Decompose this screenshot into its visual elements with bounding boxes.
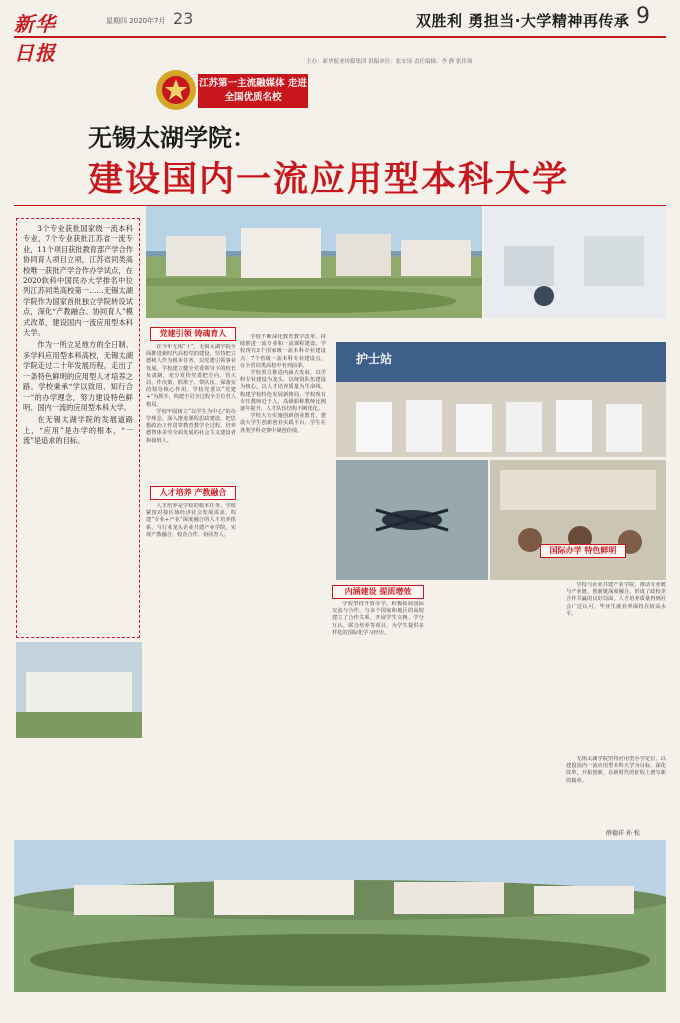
section-heading-talent: 人才培养 产教融合 xyxy=(150,486,236,500)
column-right-para-c: 无锡太湖学院坚持应用型办学定位，以建设国内一流应用型本科大学为目标，深化改革、开拓创新，在新时代的征程上谱写新的篇章。 xyxy=(566,756,666,784)
award-badge-icon xyxy=(152,66,200,114)
article-column-right xyxy=(566,582,666,750)
newspaper-logo: 新华日报 xyxy=(14,12,56,65)
column-2-para-c: 学校大力实施创新创业教育，建设大学生创新创业实践平台，学生在各类学科竞赛中屡创佳绩。 xyxy=(240,413,326,434)
article-column-right-lower xyxy=(566,756,666,826)
page-number-right: 9 xyxy=(636,4,650,29)
campus-building-photo xyxy=(16,642,142,738)
nursing-training-photo xyxy=(336,342,666,457)
headline-line2: 建设国内一流应用型本科大学 xyxy=(88,159,570,200)
campus-panorama-photo xyxy=(14,840,666,992)
lead-p1: 3个专业获批国家级一流本科专业，7个专业获批江苏省一流专业，11个项目获批教育部产学合作协同育人项目立项，江苏省同类高校唯一获批产学合作办学试点，在2020软科中国民办大学排名中位列江苏同类高校第一……无锡太湖学院作为国家首批独立学院转设试点，深化“产教融合、协同育人”模式改革，建设国内一流应用型本科大学。 xyxy=(23,224,133,338)
issue-date: 星期四 2020年7月 xyxy=(106,17,166,25)
column-2-para-b: 学校着力推进内涵式发展，以学科专业建设为龙头，以师资队伍建设为核心，以人才培养质量为生命线，构建学校特色发展新格局。学校现有专任教师近千人，高级职称教师比例逐年提升，人才队伍结构不断优化。 xyxy=(240,370,326,413)
article-column-3 xyxy=(332,601,424,751)
classroom-photo xyxy=(490,460,666,580)
article-column-1-lower xyxy=(146,503,236,633)
photo-sign-text: 护士站 xyxy=(356,352,393,366)
section-heading-party: 党建引领 铸魂育人 xyxy=(150,327,236,341)
page-number-left: 23 xyxy=(173,9,194,28)
column-2-para-a: 学校不断深化教育教学改革，持续推进一流专业和一流课程建设。学校现有3个国家级一流本科专业建设点、7个省级一流本科专业建设点，在全省同类高校中名列前茅。 xyxy=(240,334,326,369)
column-right-para-b: 学校与企业共建产业学院，推动专业链与产业链、创新链深度融合，形成了政校企合作共赢的良好局面，人才培养质量得到社会广泛认可，毕业生就业率保持在较高水平。 xyxy=(566,582,666,617)
column-3-para-a: 学校坚持开放办学，积极拓展国际交流与合作，与多个国家和地区的高校建立了合作关系，开展学生交换、学分互认、联合培养等项目，为学生提供多样化的国际化学习经历。 xyxy=(332,601,424,636)
page-slogan: 双胜利 勇担当·大学精神再传承 xyxy=(416,12,630,30)
article-column-2 xyxy=(240,334,326,634)
lab-photo xyxy=(484,206,666,318)
drone-lab-photo xyxy=(336,460,488,580)
feature-banner: 江苏第一主流融媒体 走进全国优质名校 xyxy=(198,74,308,108)
section-heading-quality: 内涵建设 提质增效 xyxy=(332,585,424,599)
section-heading-international: 国际办学 特色鲜明 xyxy=(540,544,626,558)
lead-paragraph-box xyxy=(16,218,140,638)
article-column-1 xyxy=(146,344,236,476)
masthead xyxy=(0,0,680,64)
masthead-rule xyxy=(14,36,666,38)
credits-line: 主办：新华报业传媒集团 供稿单位：张安琦 责任编辑：李 静 张佳琛 xyxy=(306,59,473,65)
headline-line1: 无锡太湖学院： xyxy=(88,123,256,152)
column-1-para-a: 在今年无锡“十”，无锡太湖学院全面推进新时代高校党的建设，坚持把立德树人作为根本任务，以党建引领事业发展。学校建立健全党委领导下的校长负责制，充分发挥党委把方向、管大局、作决策、抓班子、带队伍、保落实的领导核心作用。学校党委以“党建+”为抓手，构建全员全过程全方位育人格局。 xyxy=(146,344,236,408)
lead-p3: 在无锡太湖学院的发展道路上，“应用”是办学的根本，“一流”是追求的目标。 xyxy=(23,415,133,446)
column-1-para-c: 人才培养是学校的根本任务。学校紧密对接区域经济社会发展需求，构建“专业+产业”深度融合的人才培养体系，与行业龙头企业共建产业学院，实现产教融合、校企合作、协同育人。 xyxy=(146,503,236,538)
campus-aerial-photo xyxy=(146,206,482,318)
lead-p2: 作为一所立足地方的全日制、多学科应用型本科高校，无锡太湖学院走过二十年发展历程，走出了一条特色鲜明的应用型人才培养之路。学校秉承“学以致用、知行合一”的办学理念，努力建设特色鲜明、国内一流的应用型本科大学。 xyxy=(23,340,133,412)
column-1-para-b: 学校牢固树立“以学生为中心”的办学理念，深入推进课程思政建设，把思想政治工作贯穿教育教学全过程，培养德智体美劳全面发展的社会主义建设者和接班人。 xyxy=(146,408,236,444)
byline: 薛德祥 孙 松 xyxy=(606,830,640,837)
